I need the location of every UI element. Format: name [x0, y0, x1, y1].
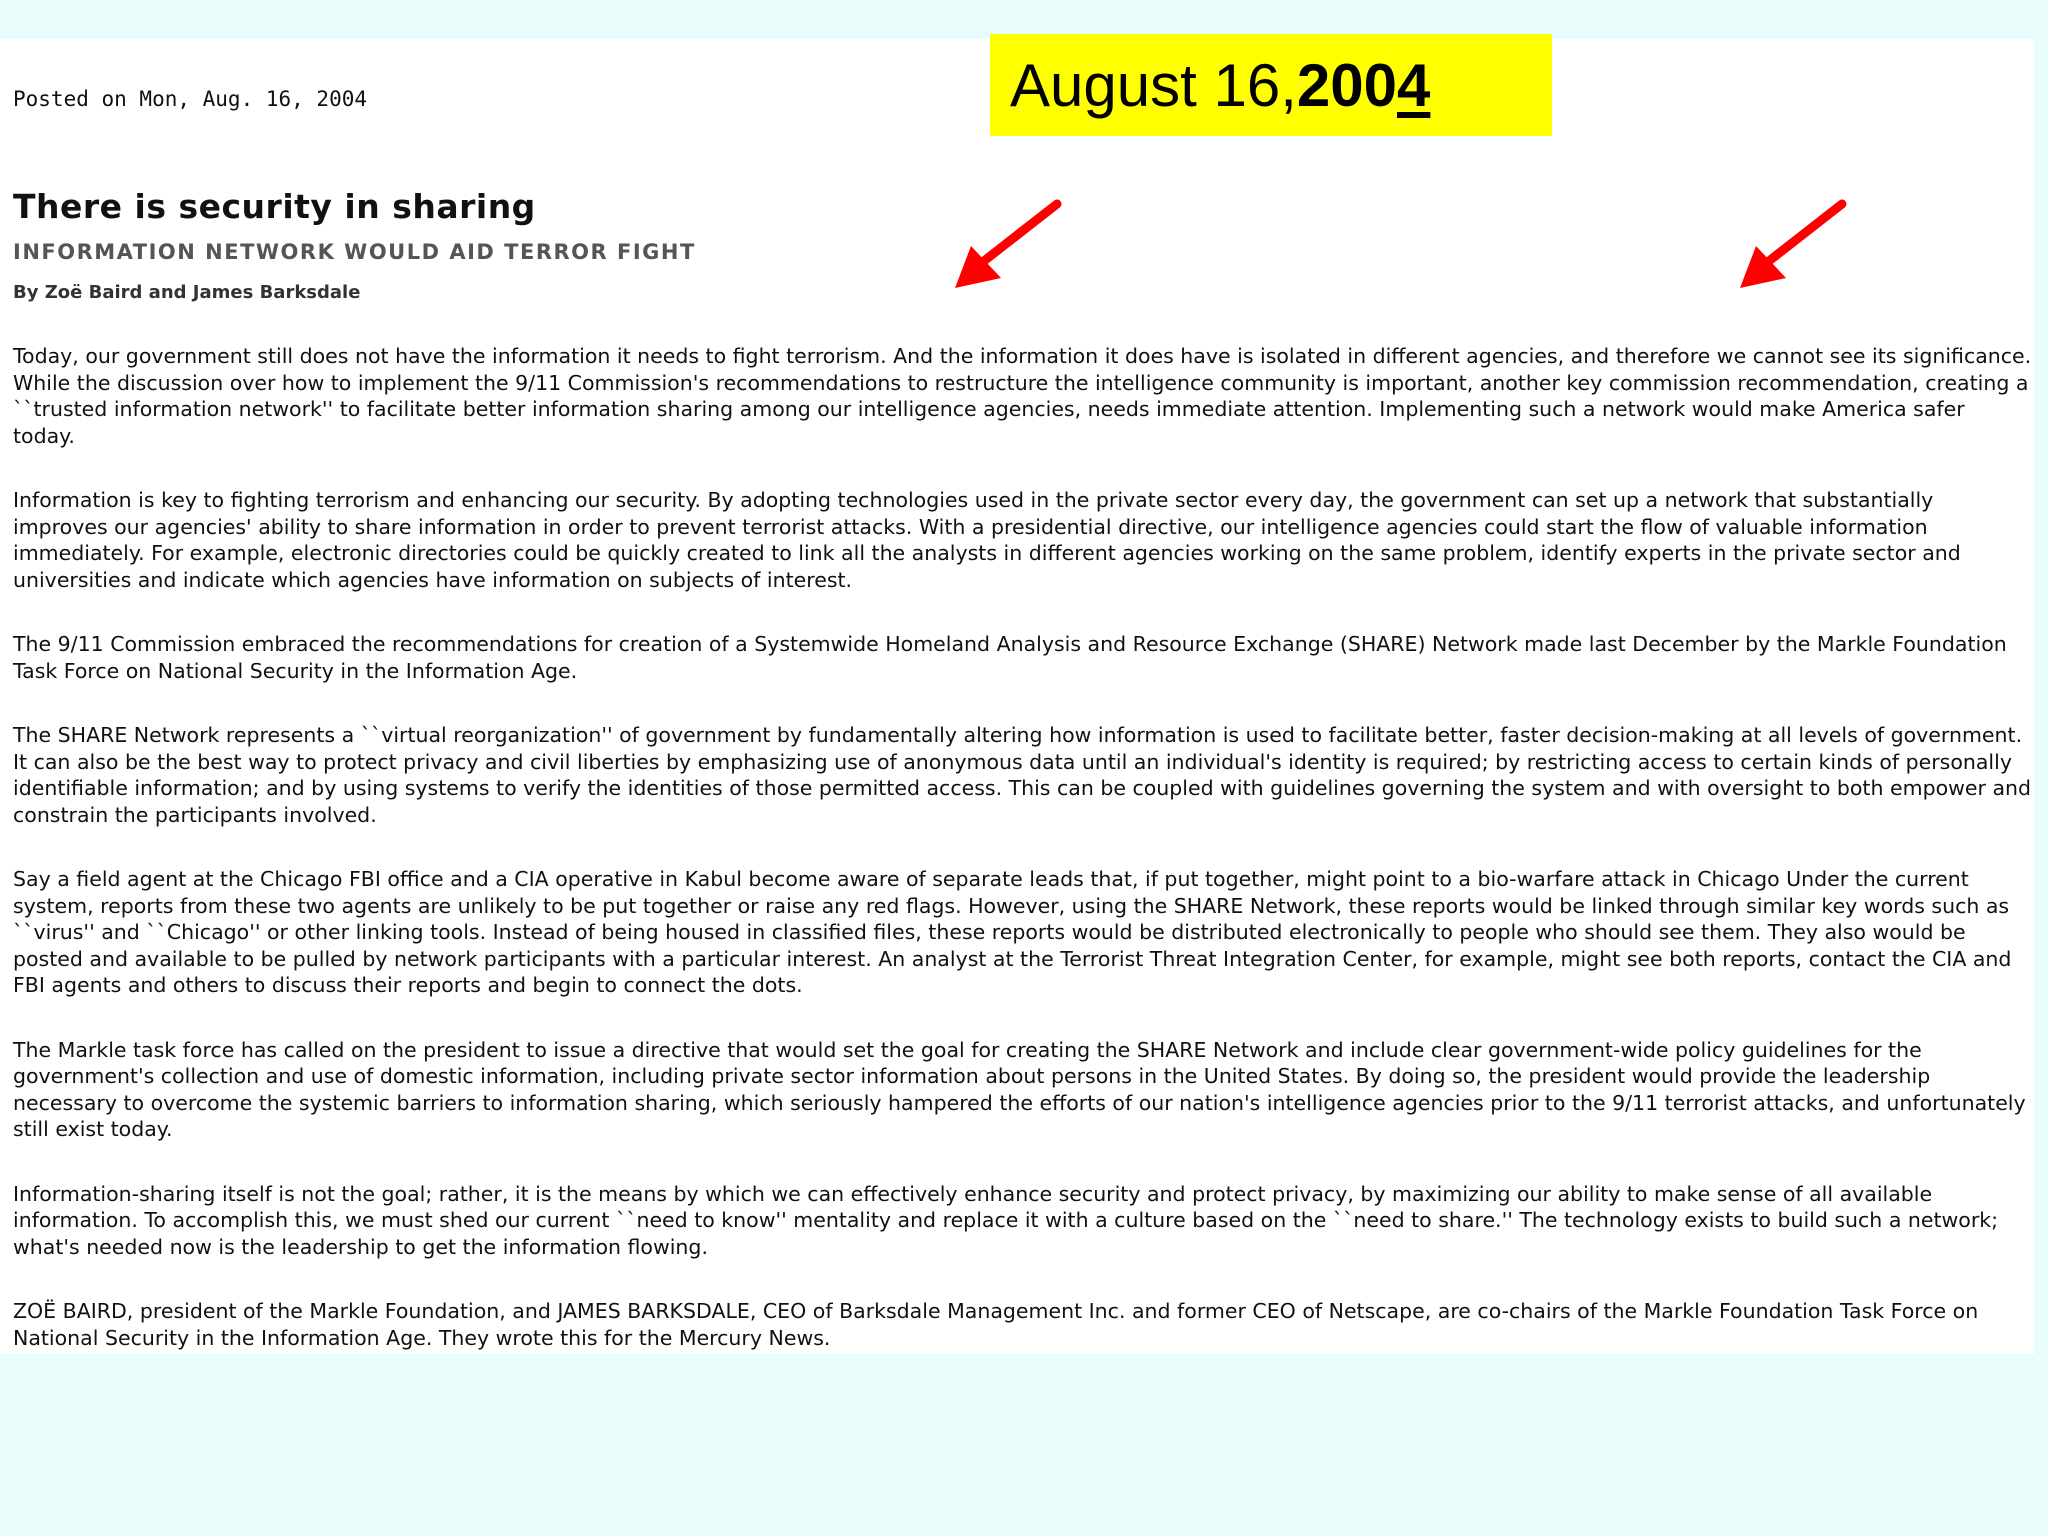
article-subhead: INFORMATION NETWORK WOULD AID TERROR FIGHT	[13, 240, 696, 264]
author-bio: ZOË BAIRD, president of the Markle Foundation, and JAMES BARKSDALE, CEO of Barksdale Management Inc. and former CEO of Netscape, are co-chairs of the Markle Foundation Task Force on National Security in the Information Age. They wrote this for the Mercury News.	[13, 1299, 1979, 1350]
paragraph-2: Information is key to fighting terrorism and enhancing our security. By adopting technologies used in the private sector every day, the government can set up a network that substantially improves our agencies' ability to share information in order to prevent terrorist attacks. With a presidential directive, our intelligence agencies could start the flow of valuable information immediately. For example, electronic directories could be quickly created to link all the analysts in different agencies working on the same problem, identify experts in the private sector and universities and indicate which agencies have information on subjects of interest.	[13, 488, 1961, 592]
posted-date: Posted on Mon, Aug. 16, 2004	[13, 87, 368, 111]
paragraph-4: The SHARE Network represents a ``virtual reorganization'' of government by fundamentally altering how information is used to facilitate better, faster decision-making at all levels of government. It can also be the best way to protect privacy and civil liberties by emphasizing use of anonymous data until an individual's identity is required; by restricting access to certain kinds of personally identifiable information; and by using systems to verify the identities of those permitted access. This can be coupled with guidelines governing the system and with oversight to both empower and constrain the participants involved.	[13, 723, 2032, 827]
article-headline: There is security in sharing	[13, 187, 536, 226]
paragraph-5: Say a field agent at the Chicago FBI office and a CIA operative in Kabul become aware of separate leads that, if put together, might point to a bio-warfare attack in Chicago Under the current system, reports from these two agents are unlikely to be put together or raise any red flags. However, using the SHARE Network, these reports would be linked through similar key words such as ``virus'' and ``Chicago'' or other linking tools. Instead of being housed in classified files, these reports would be distributed electronically to people who should see them. They also would be posted and available to be pulled by network participants with a particular interest. An analyst at the Terrorist Threat Integration Center, for example, might see both reports, contact the CIA and FBI agents and others to discuss their reports and begin to connect the dots.	[13, 867, 2012, 997]
article-body	[13, 343, 2033, 1389]
callout-year	[1297, 51, 1430, 120]
paragraph-1: Today, our government still does not have the information it needs to fight terrorism. And the information it does have is isolated in different agencies, and therefore we cannot see its significance. While the discussion over how to implement the 9/11 Commission's recommendations to restructure the intelligence community is important, another key commission recommendation, creating a ``trusted information network'' to facilitate better information sharing among our intelligence agencies, needs immediate attention. Implementing such a network would make America safer today.	[13, 344, 2032, 448]
paragraph-6: The Markle task force has called on the president to issue a directive that would set the goal for creating the SHARE Network and include clear government-wide policy guidelines for the government's collection and use of domestic information, including private sector information about persons in the United States. By doing so, the president would provide the leadership necessary to overcome the systemic barriers to information sharing, which seriously hampered the efforts of our nation's intelligence agencies prior to the 9/11 terrorist attacks, and unfortunately still exist today.	[13, 1037, 2026, 1141]
callout-year-underlined: 4	[1396, 51, 1431, 119]
date-callout	[990, 34, 1552, 136]
article-byline: By Zoë Baird and James Barksdale	[13, 282, 361, 303]
paragraph-7: Information-sharing itself is not the goal; rather, it is the means by which we can effectively enhance security and protect privacy, by maximizing our ability to make sense of all available information. To accomplish this, we must shed our current ``need to know'' mentality and replace it with a culture based on the ``need to share.'' The technology exists to build such a network; what's needed now is the leadership to get the information flowing.	[13, 1181, 1999, 1259]
red-arrow-icon-agencies	[1730, 196, 1850, 296]
callout-date-prefix: August 16,	[1010, 51, 1297, 119]
callout-year-bold: 200	[1296, 51, 1397, 119]
paragraph-3: The 9/11 Commission embraced the recommendations for creation of a Systemwide Homeland Analysis and Resource Exchange (SHARE) Network made last December by the Markle Foundation Task Force on National Security in the Information Age.	[13, 632, 2007, 683]
red-arrow-icon-terrorism	[945, 196, 1065, 296]
